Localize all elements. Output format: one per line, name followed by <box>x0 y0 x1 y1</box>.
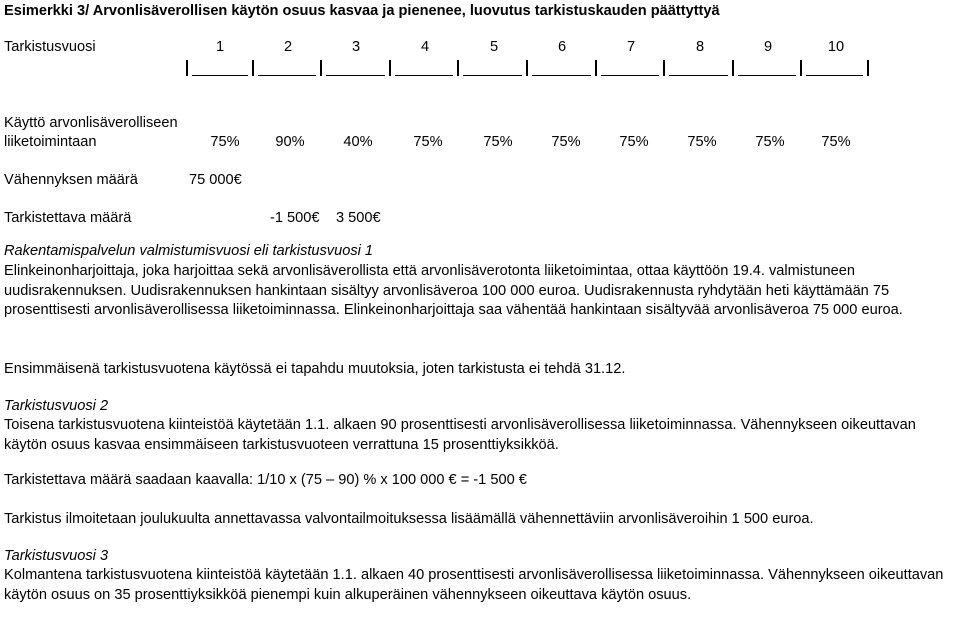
paragraph-year2: Toisena tarkistusvuotena kiinteistöä käytetään 1.1. alkaen 90 prosenttisesti arvonlisäverollisessa liiketoiminnassa. Vähennykseen oikeuttavan käytön osuus kasvaa ensimmäiseen tarkistusvuoteen verrattuna 15 prosenttiyksikköä. <box>4 417 916 453</box>
year2-heading: Tarkistusvuosi 2 <box>4 398 109 414</box>
usage-cell: 75% <box>413 134 443 150</box>
deduction-value: 75 000€ <box>189 172 242 188</box>
usage-label-line2: liiketoimintaan <box>4 134 97 150</box>
year-cell: 7 <box>626 39 636 55</box>
ruler-segment <box>326 75 385 76</box>
usage-cell: 75% <box>619 134 649 150</box>
usage-cell: 75% <box>755 134 785 150</box>
years-label: Tarkistusvuosi <box>4 39 96 55</box>
ruler-tick <box>389 60 391 76</box>
year-cell: 3 <box>351 39 361 55</box>
ruler-tick <box>800 60 802 76</box>
usage-cell: 75% <box>210 134 240 150</box>
ruler-tick <box>867 60 869 76</box>
ruler-segment <box>601 75 659 76</box>
usage-cell: 75% <box>821 134 851 150</box>
year-cell: 5 <box>489 39 499 55</box>
ruler-tick <box>320 60 322 76</box>
usage-cell: 40% <box>343 134 373 150</box>
year-cell: 4 <box>420 39 430 55</box>
paragraph-intro: Elinkeinonharjoittaja, joka harjoittaa sekä arvonlisäverollista että arvonlisäverotonta liiketoimintaa, ottaa käyttöön 19.4. valmistuneen uudisrakennuksen. Uudisrakennuksen hankintaan sisältyy arvonlisäveroa 100 000 euroa. Uudisrakennusta ryhdytään heti käyttämään 75 prosenttisesti arvonlisäverollisessa liiketoiminnassa. Elinkeinonharjoittaja saa vähentää hankintaan sisältyvää arvonlisäveroa 75 000 euroa. <box>4 263 903 319</box>
paragraph-report: Tarkistus ilmoitetaan joulukuulta annettavassa valvontailmoituksessa lisäämällä vähennettäviin arvonlisäveroihin 1 500 euroa. <box>4 511 814 527</box>
adjust-value-year2: -1 500€ <box>270 210 320 226</box>
ruler-segment <box>463 75 522 76</box>
ruler-tick <box>595 60 597 76</box>
deduction-label: Vähennyksen määrä <box>4 172 138 188</box>
usage-cell: 75% <box>483 134 513 150</box>
ruler-segment <box>395 75 453 76</box>
adjust-label: Tarkistettava määrä <box>4 210 132 226</box>
ruler-tick <box>732 60 734 76</box>
year-cell: 2 <box>283 39 293 55</box>
adjust-value-year3: 3 500€ <box>336 210 381 226</box>
ruler-tick <box>186 60 188 76</box>
usage-cell: 90% <box>275 134 305 150</box>
year-cell: 9 <box>763 39 773 55</box>
ruler-segment <box>532 75 591 76</box>
ruler-tick <box>252 60 254 76</box>
ruler-segment <box>258 75 316 76</box>
ruler-segment <box>738 75 796 76</box>
ruler-segment <box>669 75 728 76</box>
ruler-segment <box>192 75 248 76</box>
year-cell: 10 <box>827 39 845 55</box>
ruler-tick <box>663 60 665 76</box>
paragraph-year3: Kolmantena tarkistusvuotena kiinteistöä käytetään 1.1. alkaen 40 prosenttisesti arvonlisäverollisessa liiketoiminnassa. Vähennykseen oikeuttavan käytön osuus on 35 prosenttiyksikköä pienempi kuin alkuperäinen vähennykseen oikeuttava käytön osuus. <box>4 567 944 603</box>
paragraph-formula: Tarkistettava määrä saadaan kaavalla: 1/10 x (75 – 90) % x 100 000 € = -1 500 € <box>4 472 527 488</box>
ruler-segment <box>806 75 863 76</box>
usage-cell: 75% <box>687 134 717 150</box>
document-title: Esimerkki 3/ Arvonlisäverollisen käytön osuus kasvaa ja pienenee, luovutus tarkistuskauden päättyttyä <box>4 3 720 19</box>
usage-cell: 75% <box>551 134 581 150</box>
paragraph-year1: Ensimmäisenä tarkistusvuotena käytössä ei tapahdu muutoksia, joten tarkistusta ei tehdä 31.12. <box>4 361 626 377</box>
year-cell: 6 <box>557 39 567 55</box>
year-cell: 8 <box>695 39 705 55</box>
year-cell: 1 <box>215 39 225 55</box>
ruler-tick <box>526 60 528 76</box>
year3-heading: Tarkistusvuosi 3 <box>4 548 109 564</box>
construction-heading: Rakentamispalvelun valmistumisvuosi eli tarkistusvuosi 1 <box>4 243 374 259</box>
usage-label-line1: Käyttö arvonlisäverolliseen <box>4 115 178 131</box>
ruler-tick <box>457 60 459 76</box>
